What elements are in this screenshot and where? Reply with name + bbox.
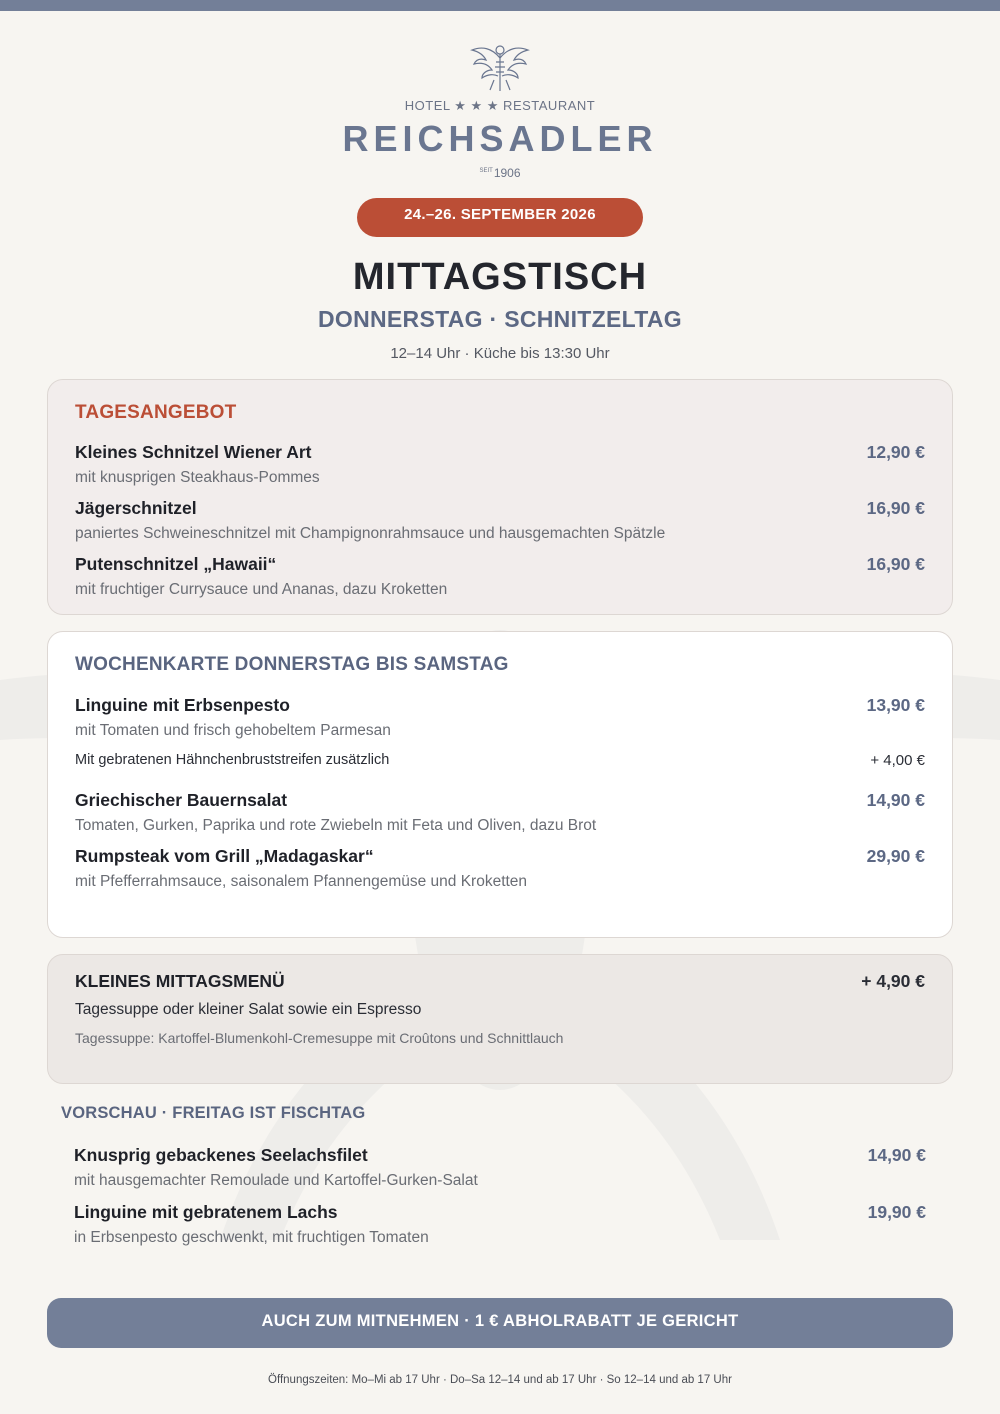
section-title-vorschau: VORSCHAU · FREITAG IST FISCHTAG [61,1104,366,1122]
since-year-value: 1906 [493,166,521,180]
item-description: mit fruchtiger Currysauce und Ananas, dazu Kroketten [75,581,448,598]
menu-item [75,846,925,891]
item-description: mit knusprigen Steakhaus-Pommes [75,469,320,486]
section-title-tagesangebot: TAGESANGEBOT [75,402,237,423]
section-title-wochenkarte: WOCHENKARTE DONNERSTAG BIS SAMSTAG [75,654,509,675]
menu-item [75,695,925,740]
item-name: Kleines Schnitzel Wiener Art [75,442,312,462]
since-prefix: SEIT [479,168,493,174]
item-price: 14,90 € [867,1145,926,1165]
item-name: Griechischer Bauernsalat [75,790,288,810]
extra-option [75,752,925,768]
menu-item [74,1145,926,1190]
menu-item [74,1202,926,1247]
hotel-restaurant-line: HOTEL ★ ★ ★ RESTAURANT [404,98,596,113]
item-price: 29,90 € [866,846,925,866]
item-description: Tomaten, Gurken, Paprika und rote Zwiebeln mit Feta und Oliven, dazu Brot [75,817,597,834]
item-description: mit hausgemachter Remoulade und Kartoffel-Gurken-Salat [74,1172,478,1189]
item-price: 19,90 € [867,1202,926,1222]
menu-item [75,442,925,487]
menu-item [75,790,925,835]
top-accent-bar [0,0,1000,11]
takeaway-banner: AUCH ZUM MITNEHMEN · 1 € ABHOLRABATT JE GERICHT [47,1298,953,1348]
item-description: in Erbsenpesto geschwenkt, mit fruchtigen Tomaten [74,1229,429,1246]
item-name: Putenschnitzel „Hawaii“ [75,554,277,574]
item-price: 12,90 € [866,442,925,462]
item-name: Rumpsteak vom Grill „Madagaskar“ [75,846,374,866]
footer-opening-hours: Öffnungszeiten: Mo–Mi ab 17 Uhr · Do–Sa 12–14 und ab 17 Uhr · So 12–14 und ab 17 Uhr [268,1374,732,1386]
item-description: mit Pfefferrahmsauce, saisonalem Pfannengemüse und Kroketten [75,873,528,890]
mittagsmenu-soup-note: Tagessuppe: Kartoffel-Blumenkohl-Cremesuppe mit Croûtons und Schnittlauch [75,1030,564,1046]
mittagsmenu-title: KLEINES MITTAGSMENÜ [75,971,285,991]
brand-name: REICHSADLER [342,118,658,159]
mittagsmenu-price: + 4,90 € [861,971,925,991]
item-price: 14,90 € [866,790,925,810]
mittagsmenu-description: Tagessuppe oder kleiner Salat sowie ein Espresso [75,1001,422,1018]
wochenkarte-card [47,631,953,938]
item-name: Linguine mit gebratenem Lachs [74,1202,338,1222]
menu-item [75,554,925,599]
item-price: 16,90 € [866,554,925,574]
item-name: Linguine mit Erbsenpesto [75,695,290,715]
page-title: MITTAGSTISCH [352,256,648,298]
item-name: Jägerschnitzel [75,498,197,518]
date-badge: 24.–26. SEPTEMBER 2026 [357,198,643,237]
mittagsmenu-card [47,954,953,1084]
item-description: mit Tomaten und frisch gehobeltem Parmesan [75,722,391,739]
opening-hours-line: 12–14 Uhr · Küche bis 13:30 Uhr [390,345,610,362]
extra-option-price: + 4,00 € [870,752,925,769]
eagle-logo-icon [470,40,530,92]
tagesangebot-card [47,379,953,615]
item-price: 13,90 € [866,695,925,715]
header [0,40,1000,180]
page-subtitle: DONNERSTAG · SCHNITZELTAG [318,306,682,332]
item-description: paniertes Schweineschnitzel mit Champignonrahmsauce und hausgemachten Spätzle [75,525,666,542]
extra-option-label: Mit gebratenen Hähnchenbruststreifen zusätzlich [75,752,390,768]
item-name: Knusprig gebackenes Seelachsfilet [74,1145,368,1165]
since-year [0,166,1000,180]
item-price: 16,90 € [866,498,925,518]
menu-item [75,498,925,543]
